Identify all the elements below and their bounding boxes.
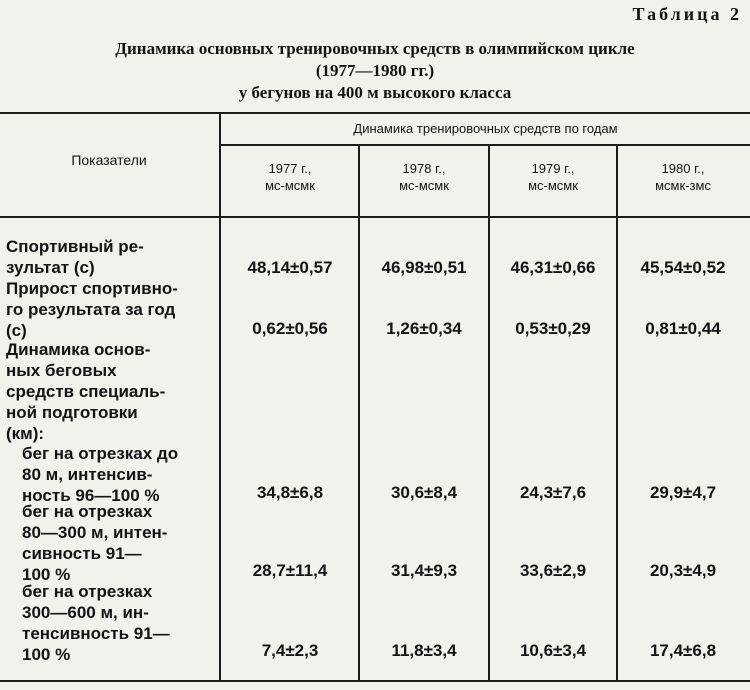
row-label-run-300-600m: бег на отрезках 300—600 м, ин- тенсивность 91— 100 % xyxy=(22,582,170,664)
group-header-rule xyxy=(220,144,750,146)
row-label-run-80-300m: бег на отрезках 80—300 м, интен- сивность 91— 100 % xyxy=(22,502,168,584)
row-label-annual-increase: Прирост спортивно- го результата за год (с) xyxy=(6,279,178,340)
header-year-1978: 1978 г., мс-мсмк xyxy=(399,161,449,193)
header-bottom-rule xyxy=(0,216,750,218)
row-label-run-up-to-80m: бег на отрезках до 80 м, интенсив- ность 96—100 % xyxy=(22,444,179,505)
cell-run600-1977: 7,4±2,3 xyxy=(261,641,319,660)
cell-run300-1978: 31,4±9,3 xyxy=(390,561,458,580)
cell-increase-1978: 1,26±0,34 xyxy=(386,319,462,338)
cell-run600-1980: 17,4±6,8 xyxy=(649,641,717,660)
cell-run300-1979: 33,6±2,9 xyxy=(519,561,587,580)
cell-run80-1978: 30,6±8,4 xyxy=(390,483,458,502)
header-indicators: Показатели xyxy=(71,152,147,168)
cell-run80-1980: 29,9±4,7 xyxy=(649,483,717,502)
table-title-line-2: (1977—1980 гг.) xyxy=(315,61,435,80)
top-rule xyxy=(0,112,750,114)
cell-run300-1980: 20,3±4,9 xyxy=(649,561,717,580)
cell-result-1978: 46,98±0,51 xyxy=(381,258,467,277)
cell-increase-1977: 0,62±0,56 xyxy=(252,319,328,338)
table-title-line-3: у бегунов на 400 м высокого класса xyxy=(238,83,512,102)
cell-run80-1977: 34,8±6,8 xyxy=(256,483,324,502)
cell-increase-1979: 0,53±0,29 xyxy=(515,319,591,338)
column-divider-2 xyxy=(358,145,360,682)
cell-result-1977: 48,14±0,57 xyxy=(247,258,333,277)
cell-result-1980: 45,54±0,52 xyxy=(640,258,726,277)
header-group: Динамика тренировочных средств по годам xyxy=(353,121,618,136)
cell-run80-1979: 24,3±7,6 xyxy=(519,483,587,502)
row-label-sport-result: Спортивный ре- зультат (с) xyxy=(6,237,144,277)
header-year-1980: 1980 г., мсмк-змс xyxy=(655,161,711,193)
column-divider-4 xyxy=(616,145,618,682)
header-year-1977: 1977 г., мс-мсмк xyxy=(265,161,315,193)
bottom-rule xyxy=(0,680,750,682)
header-year-1979: 1979 г., мс-мсмк xyxy=(528,161,578,193)
cell-run600-1979: 10,6±3,4 xyxy=(519,641,587,660)
table-number: Таблица 2 xyxy=(632,4,742,24)
cell-increase-1980: 0,81±0,44 xyxy=(645,319,721,338)
table-title-line-1: Динамика основных тренировочных средств в олимпийском цикле xyxy=(115,39,635,58)
cell-run300-1977: 28,7±11,4 xyxy=(252,561,328,580)
column-divider-1 xyxy=(219,112,221,682)
cell-result-1979: 46,31±0,66 xyxy=(510,258,596,277)
row-label-running-dynamics: Динамика основ- ных беговых средств специаль- ной подготовки (км): xyxy=(6,340,166,443)
cell-run600-1978: 11,8±3,4 xyxy=(391,641,457,660)
column-divider-3 xyxy=(488,145,490,682)
